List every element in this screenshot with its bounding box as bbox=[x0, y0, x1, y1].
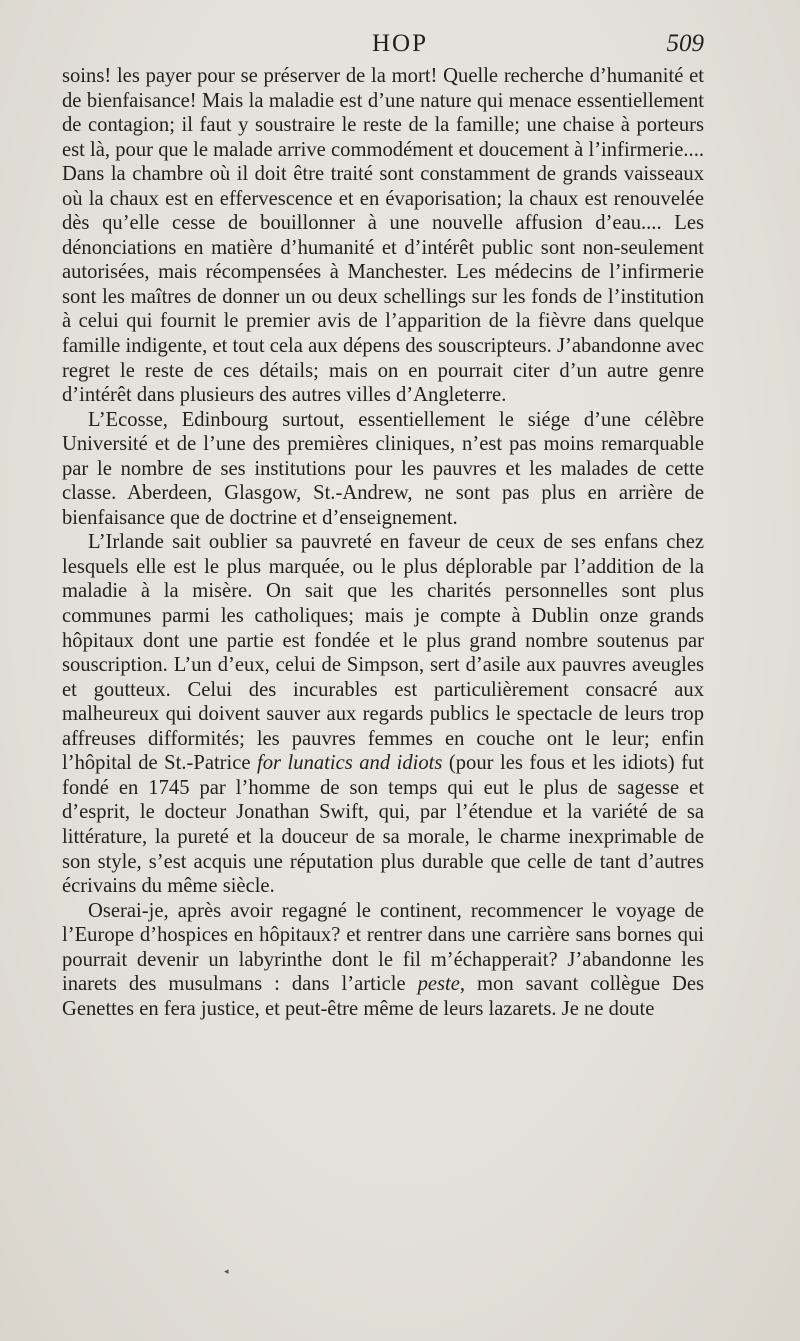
paragraph-4-italic-word: peste bbox=[417, 973, 460, 996]
page-header bbox=[0, 30, 800, 66]
ink-speck-icon: ◂ bbox=[224, 1266, 229, 1276]
body-text bbox=[62, 64, 704, 1021]
paragraph-3-italic-phrase: for lunatics and idiots bbox=[257, 752, 443, 775]
paragraph-2: L’Ecosse, Edinbourg surtout, essentiellement le siége d’une célèbre Université et de l’une des premières cliniques, n’est pas moins remarquable par le nombre de ses institutions pour les pauvres et les malades de cette classe. Aberdeen, Glasgow, St.-Andrew, ne sont pas plus en arrière de bienfaisance que de doctrine et d’enseignement. bbox=[62, 408, 704, 529]
paragraph-3-text-b: (pour les fous et les idiots) fut fondé en 1745 par l’homme de son temps qui eut le plus de sagesse et d’esprit, le docteur Jonathan Swift, qui, par l’étendue et la variété de sa littérature, la pureté et la douceur de sa morale, le charme inexprimable de son style, s’est acquis une réputation plus durable que celle de tant d’autres écrivains du même siècle. bbox=[62, 752, 705, 898]
page-number: 509 bbox=[666, 30, 704, 57]
paragraph-4 bbox=[62, 899, 704, 1022]
running-head: HOP bbox=[371, 30, 428, 57]
paragraph-4-text-b: , mon savant collègue Des Genettes en fera justice, et peut-être même de leurs lazarets. Je ne doute bbox=[62, 973, 704, 1020]
paragraph-3-text-a: L’Irlande sait oublier sa pauvreté en faveur de ceux de ses enfans chez lesquels elle est le plus marquée, ou le plus déplorable par l’addition de la maladie à la misère. On sait que les charités personnelles sont plus communes parmi les catholiques; mais je compte à Dublin onze grands hôpitaux dont une partie est fondée et le plus grand nombre soutenus par souscription. L’un d’eux, celui de Simpson, sert d’asile aux pauvres aveugles et goutteux. Celui des incurables est particulièrement consacré aux malheureux qui doivent sauver aux regards publics le spectacle de leurs trop affreuses difformités; les pauvres femmes en couche ont le leur; enfin l’hôpital de St.-Patrice bbox=[62, 531, 704, 775]
paragraph-3 bbox=[62, 530, 704, 898]
paragraph-1: soins! les payer pour se préserver de la mort! Quelle recherche d’humanité et de bienfaisance! Mais la maladie est d’une nature qui menace essentiellement de contagion; il faut y soustraire le reste de la famille; une chaise à porteurs est là, pour que le malade arrive commodément et doucement à l’infirmerie.... Dans la chambre où il doit être traité sont constamment de grands vaisseaux où la chaux est en effervescence et en évaporisation; la chaux est renouvelée dès qu’elle cesse de bouillonner à une nouvelle affusion d’eau.... Les dénonciations en matière d’humanité et d’intérêt public sont non-seulement autorisées, mais récompensées à Manchester. Les médecins de l’infirmerie sont les maîtres de donner un ou deux schellings sur les fonds de l’institution à celui qui fournit le premier avis de l’apparition de la fièvre dans quelque famille indigente, et tout cela aux dépens des souscripteurs. J’abandonne avec regret le reste de ces détails; mais on en pourrait citer d’un autre genre d’intérêt dans plusieurs des autres villes d’Angleterre. bbox=[62, 65, 704, 407]
paragraph-4-text-a: Oserai-je, après avoir regagné le continent, recommencer le voyage de l’Europe d’hospices en hôpitaux? et rentrer dans une carrière sans bornes qui pourrait devenir un labyrinthe dont le fil m’échapperait? J’abandonne les inarets des musulmans : dans l’article bbox=[62, 899, 704, 996]
